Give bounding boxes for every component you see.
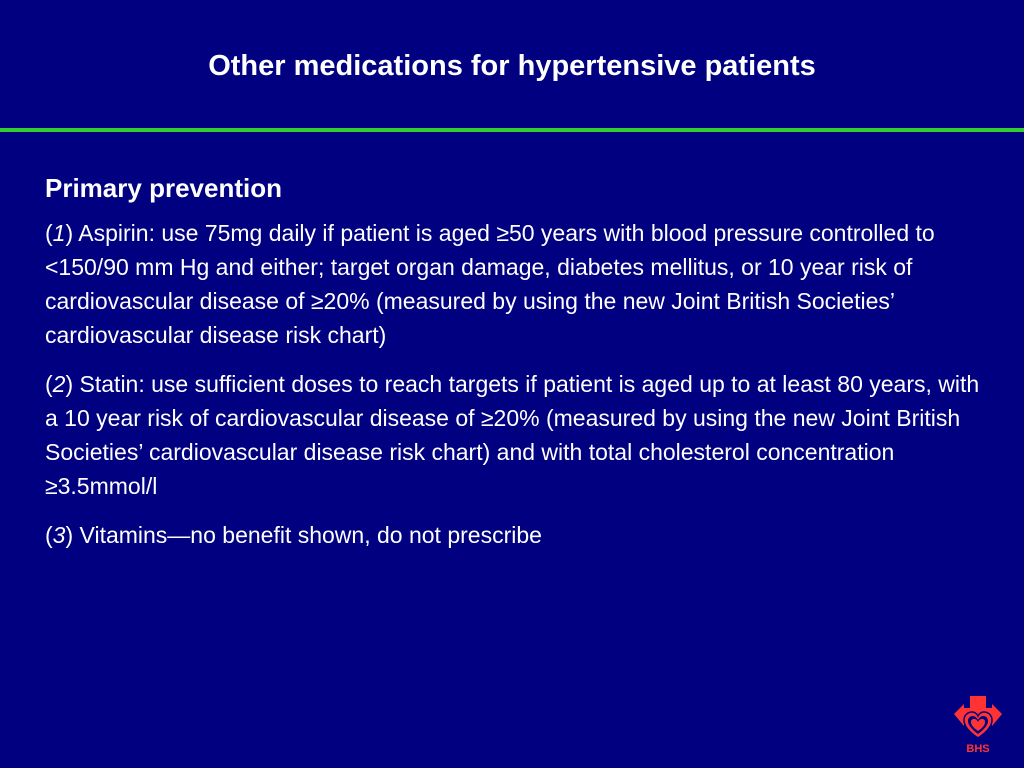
- item-text: Vitamins—no benefit shown, do not prescribe: [73, 522, 542, 548]
- heart-arrow-icon: [952, 694, 1004, 742]
- list-item: [45, 518, 995, 552]
- item-open-paren: (: [45, 371, 53, 397]
- item-number: 3: [52, 522, 66, 548]
- item-close-paren: ): [65, 522, 74, 548]
- item-number: 2: [52, 371, 66, 397]
- item-close-paren: ): [65, 371, 74, 397]
- list-item: [45, 367, 995, 503]
- title-divider: [0, 128, 1024, 132]
- item-open-paren: (: [45, 220, 53, 246]
- item-text: Statin: use sufficient doses to reach targets if patient is aged up to at least 80 years, with a 10 year risk of cardiovascular disease of ≥20% (measured by using the new Joint British Societies’ cardiovascular disease risk chart) and with total cholesterol concentration ≥3.5mmol/l: [45, 371, 980, 499]
- item-text: Aspirin: use 75mg daily if patient is aged ≥50 years with blood pressure controlled to <150/90 mm Hg and either; target organ damage, diabetes mellitus, or 10 year risk of cardiovascular disease of ≥20% (measured by using the new Joint British Societies’ cardiovascular disease risk chart): [45, 220, 935, 348]
- logo-label: BHS: [966, 743, 990, 755]
- section-heading: Primary prevention: [45, 173, 282, 203]
- bhs-logo: [952, 694, 1004, 758]
- item-open-paren: (: [45, 522, 53, 548]
- slide-body: [45, 168, 995, 567]
- list-item: [45, 216, 995, 352]
- slide-title: Other medications for hypertensive patients: [208, 50, 816, 82]
- item-number: 1: [52, 220, 66, 246]
- item-close-paren: ): [65, 220, 74, 246]
